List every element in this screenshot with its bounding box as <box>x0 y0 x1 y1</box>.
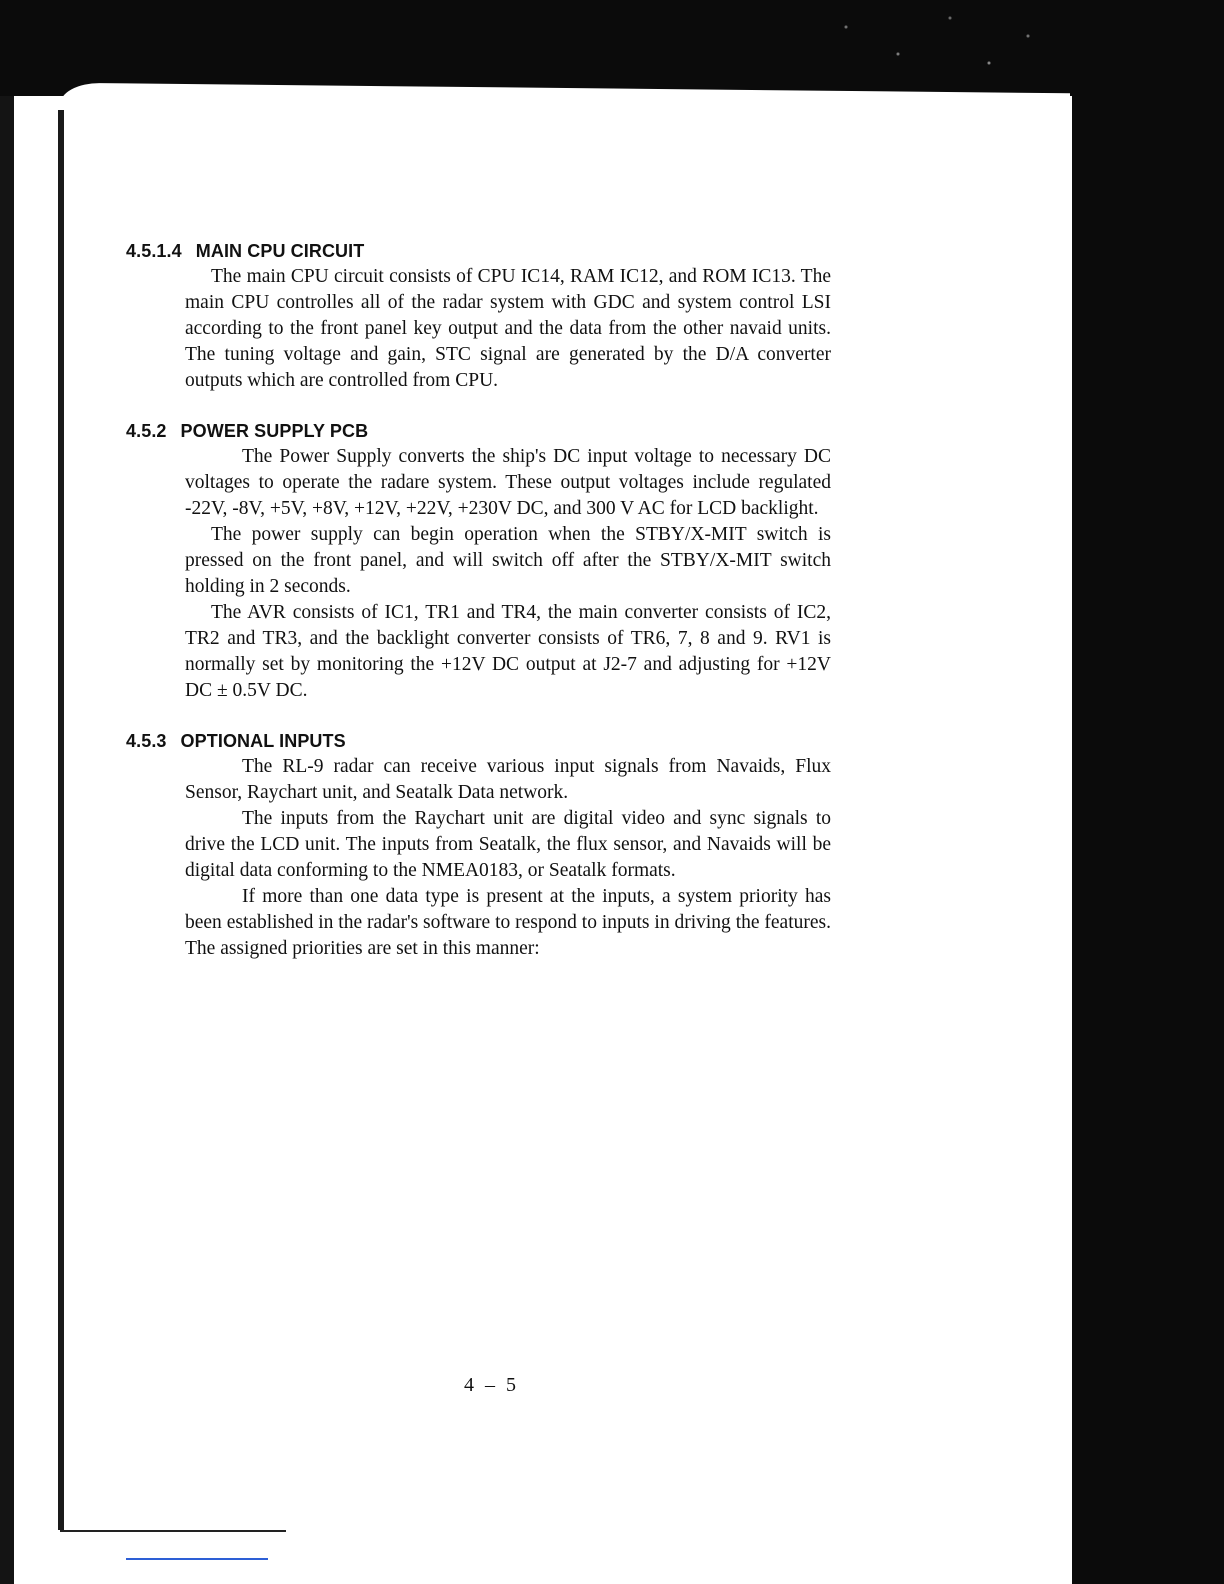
section-heading <box>126 238 838 264</box>
paragraph: If more than one data type is present at the inputs, a system priority has been established in the radar's software to respond to inputs in driving the features. The assigned priorities are set in this manner: <box>185 886 831 959</box>
scan-blue-mark <box>126 1558 268 1560</box>
scan-bottom-line <box>60 1530 286 1532</box>
section-body <box>185 754 831 962</box>
section-body <box>185 264 831 394</box>
paragraph: The power supply can begin operation when the STBY/X-MIT switch is pressed on the front panel, and will switch off after the STBY/X-MIT switch holding in 2 seconds. <box>185 524 831 597</box>
section-number: 4.5.1.4 <box>126 241 182 261</box>
section-heading <box>126 728 838 754</box>
paragraph: The Power Supply converts the ship's DC input voltage to necessary DC voltages to operate the radare system. These output voltages include regulated -22V, -8V, +5V, +8V, +12V, +22V, +230V DC, and 300 V AC for LCD backlight. <box>185 446 831 519</box>
section-number: 4.5.2 <box>126 421 167 441</box>
scan-border-right <box>1072 96 1224 1584</box>
section-optional-inputs <box>126 728 838 962</box>
scan-border-left <box>0 96 14 1584</box>
section-title: POWER SUPPLY PCB <box>180 421 369 441</box>
section-main-cpu-circuit <box>126 238 838 394</box>
section-power-supply-pcb <box>126 418 838 704</box>
paragraph: The main CPU circuit consists of CPU IC14, RAM IC12, and ROM IC13. The main CPU controlles all of the radar system with GDC and system control LSI according to the front panel key output and the data from the other navaid units. The tuning voltage and gain, STC signal are generated by the D/A converter outputs which are controlled from CPU. <box>185 266 831 391</box>
section-number: 4.5.3 <box>126 731 167 751</box>
paragraph: The AVR consists of IC1, TR1 and TR4, the main converter consists of IC2, TR2 and TR3, and the backlight converter consists of TR6, 7, 8 and 9. RV1 is normally set by monitoring the +12V DC output at J2-7 and adjusting for +12V DC ± 0.5V DC. <box>185 602 831 701</box>
paragraph: The inputs from the Raychart unit are digital video and sync signals to drive the LCD unit. The inputs from Seatalk, the flux sensor, and Navaids will be digital data conforming to the NMEA0183, or Seatalk formats. <box>185 808 831 881</box>
section-heading <box>126 418 838 444</box>
paragraph: The RL-9 radar can receive various input signals from Navaids, Flux Sensor, Raychart unit, and Seatalk Data network. <box>185 756 831 803</box>
scan-noise <box>794 0 1054 90</box>
section-body <box>185 444 831 704</box>
section-title: MAIN CPU CIRCUIT <box>195 241 365 261</box>
page-number: 4 – 5 <box>464 1374 519 1396</box>
page-content <box>126 238 838 986</box>
scan-binding-line <box>58 110 64 1530</box>
section-title: OPTIONAL INPUTS <box>180 731 346 751</box>
